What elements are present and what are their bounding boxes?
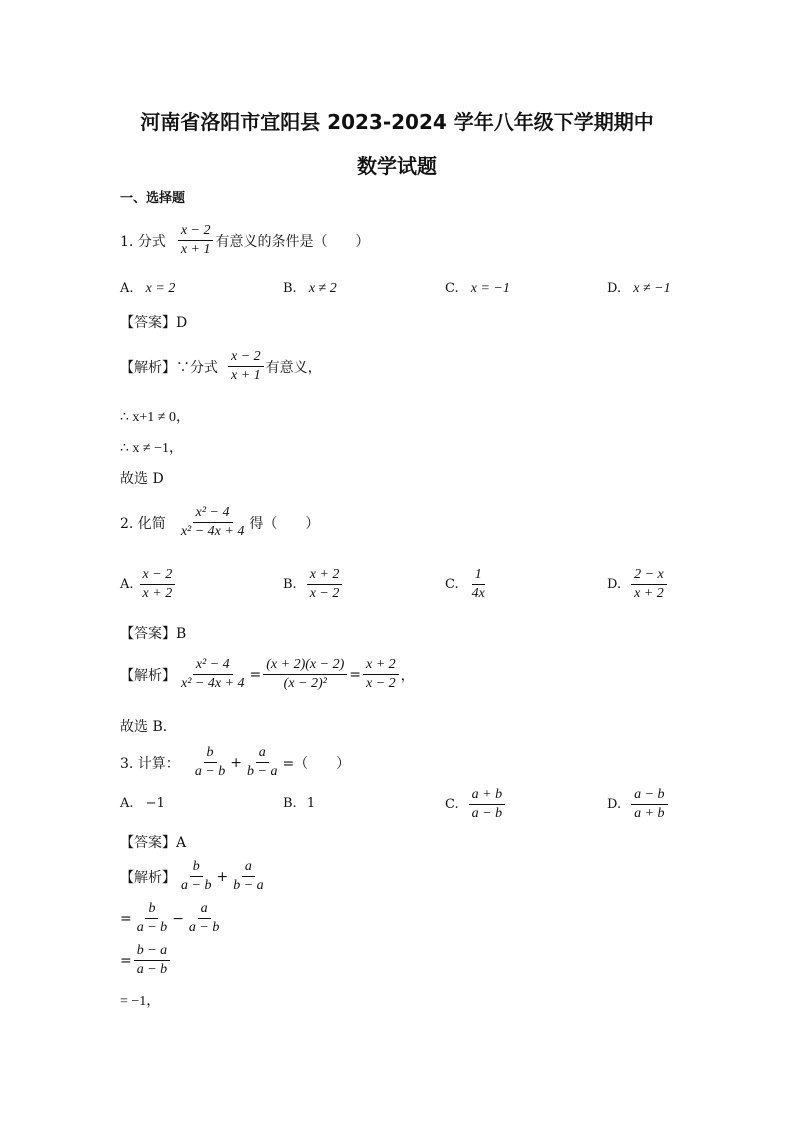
q2-option-b (283, 566, 344, 603)
question-2-number: 2. 化简 (120, 515, 166, 532)
option-fraction (140, 566, 176, 603)
q3-step-2 (120, 942, 172, 979)
fraction-denominator: b − a (247, 764, 278, 779)
fraction-denominator: a − b (136, 920, 168, 935)
fraction-denominator: a − b (181, 878, 212, 893)
q1-option-c (445, 281, 510, 297)
q2-explanation (120, 656, 415, 693)
option-label: A. (120, 577, 134, 592)
minus-sign: − (172, 910, 184, 927)
fraction-denominator: x − 2 (309, 586, 340, 601)
option-fraction (307, 566, 343, 603)
fraction-numerator: a − b (631, 786, 667, 805)
step-0-fraction-2 (230, 858, 266, 895)
plus-sign: + (230, 754, 242, 771)
fraction-denominator: x + 2 (142, 586, 173, 601)
fraction-denominator: (x − 2)² (283, 676, 327, 691)
fraction-denominator: b − a (233, 878, 264, 893)
step-0-fraction-1 (178, 858, 214, 895)
fraction-denominator: 4x (471, 586, 485, 601)
option-value: x ≠ −1 (633, 281, 671, 296)
option-label: B. (283, 577, 297, 592)
option-label: C. (445, 281, 459, 296)
q3-option-c (445, 786, 507, 823)
question-2-fraction (178, 504, 248, 541)
option-value: 1 (306, 796, 316, 811)
q3-option-a (120, 796, 165, 811)
option-label: B. (283, 281, 297, 296)
fraction-numerator: 1 (472, 566, 485, 585)
question-1-fraction (178, 222, 214, 259)
fraction-numerator: x − 2 (140, 566, 176, 585)
option-label: A. (120, 281, 134, 296)
question-3-tail: =（ ） (282, 755, 351, 772)
q1-conclusion: 故选 D (120, 471, 164, 487)
explanation-fraction-3 (363, 656, 399, 693)
q1-step-2: ∴ x ≠ −1， (120, 441, 183, 456)
section-heading: 一、选择题 (120, 191, 186, 206)
q3-step-1 (120, 900, 224, 937)
fraction-numerator: b (145, 900, 158, 919)
question-1-tail: 有意义的条件是（ ） (215, 233, 370, 250)
q2-option-d (607, 566, 669, 603)
title-line-2: 数学试题 (357, 154, 437, 178)
explanation-head: 【解析】 (120, 667, 176, 684)
question-2-tail: 得（ ） (249, 515, 320, 532)
q1-option-a (120, 281, 175, 297)
fraction-numerator: x − 2 (178, 222, 214, 241)
fraction-numerator: a (198, 900, 211, 919)
fraction-numerator: a (256, 744, 269, 763)
fraction-numerator: a + b (469, 786, 505, 805)
option-fraction (631, 566, 667, 603)
explanation-fraction-1 (178, 656, 248, 693)
fraction-denominator: a − b (471, 806, 503, 821)
fraction-numerator: x² − 4 (193, 656, 233, 675)
fraction-denominator: x + 2 (634, 586, 664, 601)
fraction-denominator: a − b (136, 962, 168, 977)
option-value: x = 2 (145, 281, 176, 296)
fraction-numerator: (x + 2)(x − 2) (263, 656, 347, 675)
option-fraction (469, 566, 488, 603)
plus-sign: + (216, 868, 229, 885)
q3-answer: 【答案】A (120, 835, 187, 851)
equals-sign: = (120, 952, 132, 969)
fraction-denominator: x + 1 (231, 368, 261, 383)
q3-explanation (120, 858, 269, 895)
fraction-numerator: x − 2 (228, 348, 264, 367)
q1-option-d (607, 281, 671, 297)
question-3-fraction-1 (192, 744, 228, 781)
option-fraction (631, 786, 667, 823)
question-2 (120, 504, 319, 541)
q1-explanation (120, 348, 322, 385)
explanation-tail: 有意义， (265, 359, 322, 376)
q3-step-3: = −1， (120, 994, 161, 1009)
q2-option-c (445, 566, 490, 603)
fraction-denominator: x² − 4x + 4 (180, 524, 245, 539)
option-value: x ≠ 2 (308, 281, 337, 296)
q1-step-1: ∴ x+1 ≠ 0， (120, 410, 190, 425)
fraction-numerator: b (190, 858, 203, 877)
option-label: C. (445, 577, 459, 592)
title-line-1: 河南省洛阳市宜阳县 2023-2024 学年八年级下学期期中 (140, 110, 654, 134)
equals-sign: = (349, 666, 361, 683)
q1-answer: 【答案】D (120, 315, 188, 331)
question-1 (120, 222, 369, 259)
question-3-number: 3. 计算： (120, 755, 180, 772)
option-value: x = −1 (470, 281, 510, 296)
q3-option-d (607, 786, 670, 823)
fraction-denominator: a − b (188, 920, 220, 935)
fraction-denominator: x² − 4x + 4 (181, 676, 245, 691)
equals-sign: = (249, 666, 262, 683)
question-3-fraction-2 (244, 744, 280, 781)
fraction-numerator: x + 2 (363, 656, 399, 675)
fraction-numerator: 2 − x (631, 566, 667, 585)
option-label: D. (607, 797, 622, 812)
fraction-numerator: x² − 4 (193, 504, 233, 523)
option-label: C. (445, 797, 459, 812)
q3-option-b (283, 796, 315, 811)
explanation-tail: ， (400, 667, 415, 684)
explanation-head: 【解析】 (120, 869, 176, 886)
option-label: D. (607, 281, 622, 296)
q1-option-b (283, 281, 337, 297)
explanation-head: 【解析】∵分式 (120, 359, 218, 376)
fraction-numerator: a (242, 858, 255, 877)
fraction-denominator: x − 2 (365, 676, 396, 691)
option-value: −1 (145, 796, 165, 811)
explanation-fraction (228, 348, 264, 385)
option-label: A. (120, 796, 134, 811)
option-label: D. (607, 577, 622, 592)
question-1-number: 1. 分式 (120, 233, 166, 250)
step-1-fraction-2 (186, 900, 222, 937)
q2-answer: 【答案】B (120, 626, 187, 642)
q2-option-a (120, 566, 177, 603)
fraction-denominator: a + b (634, 806, 665, 821)
step-1-fraction-1 (134, 900, 170, 937)
option-label: B. (283, 796, 297, 811)
fraction-denominator: x + 1 (180, 242, 211, 257)
fraction-numerator: b − a (134, 942, 170, 961)
question-3 (120, 744, 350, 781)
fraction-denominator: a − b (194, 764, 226, 779)
explanation-fraction-2 (263, 656, 347, 693)
option-fraction (469, 786, 505, 823)
q2-conclusion: 故选 B． (120, 719, 177, 735)
step-2-fraction (134, 942, 170, 979)
equals-sign: = (120, 910, 132, 927)
fraction-numerator: x + 2 (307, 566, 343, 585)
fraction-numerator: b (204, 744, 217, 763)
